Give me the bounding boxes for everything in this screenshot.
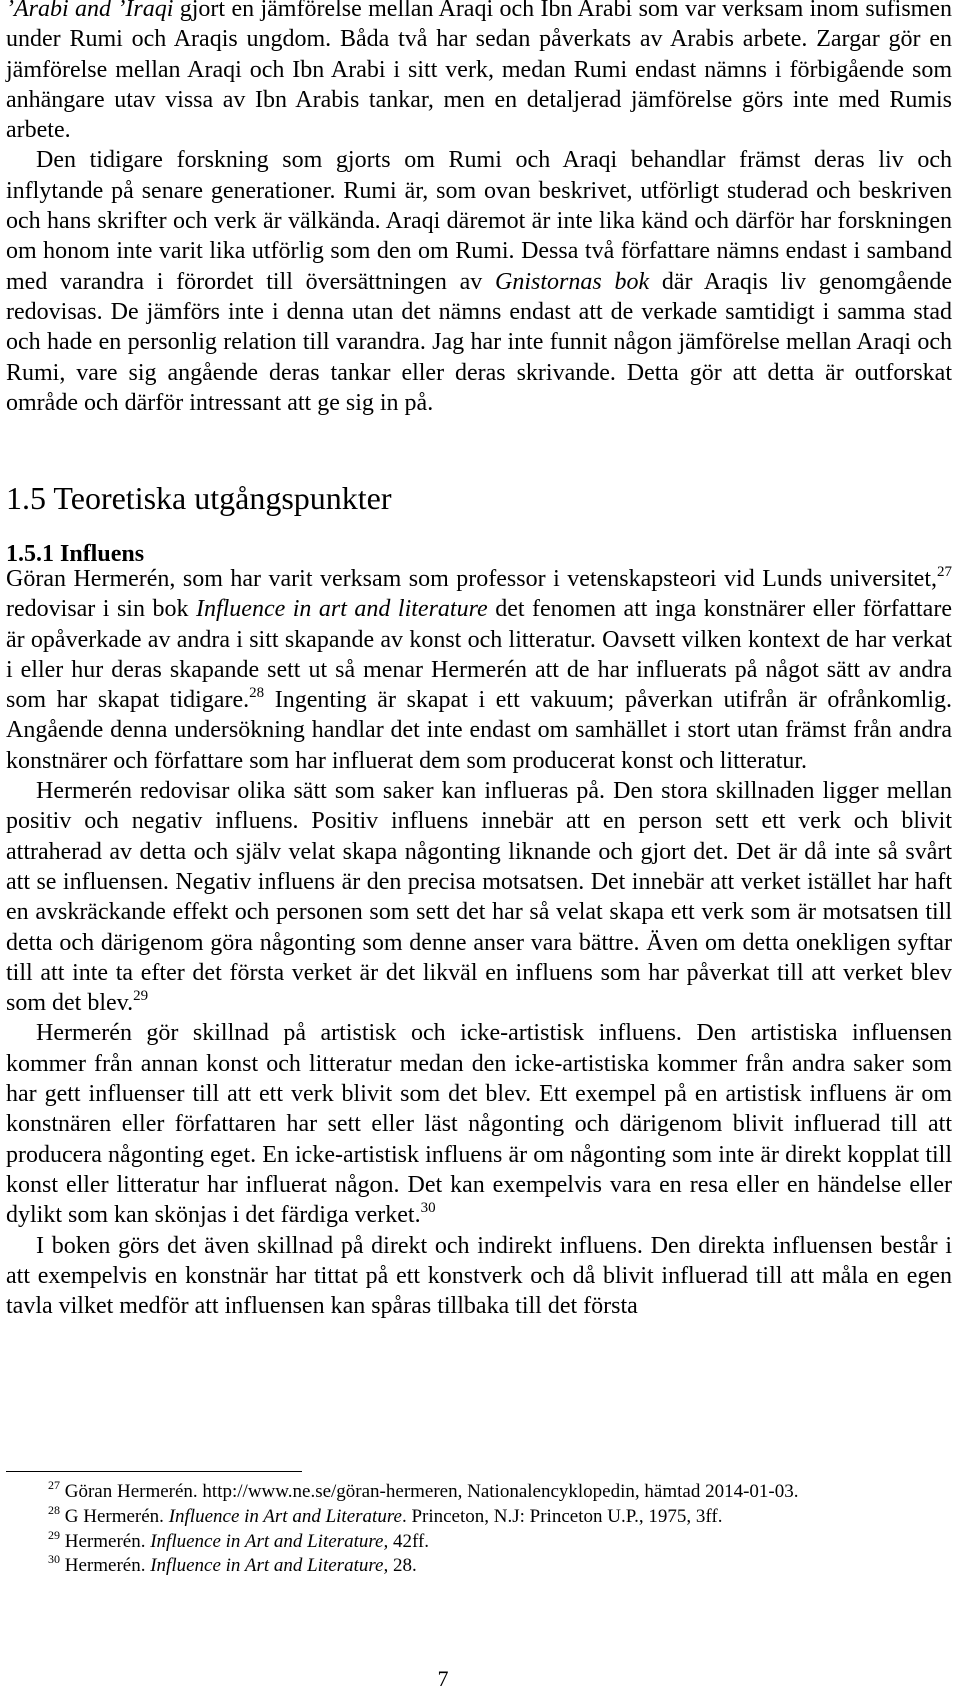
footnote-ref-27[interactable]: 27 (937, 564, 952, 580)
footnote-text: Göran Hermerén. http://www.ne.se/göran-hermeren, Nationalencyklopedin, hämtad 2014-01-03. (60, 1481, 799, 1502)
body-paragraph-4 (6, 1231, 952, 1322)
paragraph-text: Hermerén redovisar olika sätt som saker kan influeras på. Den stora skillnaden ligger mellan positiv och negativ influens. Positiv influens innebär att en person sett ett verk och blivit attraherad av detta och själv velat skapa någonting liknande och gjort det. Det är då inte så svårt att se influensen. Negativ influens är den precisa motsatsen. Det innebär att verket istället har haft en avskräckande effekt och personen som sett det har så velat skapa ett verk som är motsatsen till detta och därigenom göra någonting som denne anser vara bättre. Även om detta onekligen syftar till att inte ta efter det första verket är det likväl en influens som har påverkat till att verket blev som det blev. (6, 778, 952, 1017)
book-title: ’Arabi and ’Iraqi (6, 0, 174, 22)
paragraph-text: I boken görs det även skillnad på direkt och indirekt influens. Den direkta influensen består i att exempelvis en konstnär har tittat på ett konstverk och då blivit influerad till att måla en egen tavla vilket medför att influensen kan spåras tillbaka till det första (6, 1232, 952, 1320)
paragraph-text: det fenomen att inga konstnärer eller författare är opåverkade av andra i sitt skapande av konst och litteratur. Oavsett vilken kontext de har verkat i eller hur deras skapande sett ut så menar Hermerén att de har influerats på något sätt av andra som har skapat tidigare. (6, 596, 952, 714)
footnote-ref-29[interactable]: 29 (133, 988, 149, 1005)
influens-section (6, 564, 952, 1321)
footnote-text: . Princeton, N.J: Princeton U.P., 1975, 3ff. (401, 1505, 723, 1527)
footnote-number: 29 (48, 1527, 60, 1542)
book-title: Influence in Art and Literature (168, 1505, 402, 1527)
footnote-text: 42ff. (388, 1530, 430, 1552)
paragraph-text: gjort en jämförelse mellan Araqi och Ibn Arabi som var verksam inom sufismen under Rumi och Araqis ungdom. Båda två har sedan påverkats av Arabis arbete. Zargar gör en jämförelse mellan Araqi och Ibn Arabi i sitt verk, medan Rumi endast nämns i förbigående som anhängare utav vissa av Ibn Arabis tankar, men en detaljerad jämförelse görs inte med Rumis arbete. (6, 0, 952, 144)
footnote-30 (48, 1554, 928, 1579)
subsection-heading: 1.5.1 Influens (6, 541, 145, 567)
page-number: 7 (437, 1666, 449, 1691)
footnote-separator (6, 1471, 302, 1472)
footnote-ref-28[interactable]: 28 (249, 685, 265, 702)
footnote-text: Hermerén. (60, 1555, 151, 1577)
paragraph-text: Den tidigare forskning som gjorts om Rumi och Araqi behandlar främst deras liv och inflytande på senare generationer. Rumi är, som ovan beskrivet, utförligt studerad och beskriven och hans skrifter och verk är välkända. Araqi däremot är inte lika känd och därför har forskningen om honom inte varit lika utförlig som den om Rumi. Dessa två författare nämns endast i samband med varandra i förordet till översättningen av (6, 147, 952, 295)
paragraph-text: där Araqis liv genomgående redovisas. De jämförs inte i denna utan det nämns endast att de verkade samtidigt i samma stad och hade en personlig relation till varandra. Jag har inte funnit någon jämförelse mellan Araqi och Rumi, vare sig angående deras tankar eller deras skrivande. Detta gör att detta är outforskat område och därför intressant att ge sig in på. (6, 268, 953, 416)
intro-section (6, 0, 952, 418)
footnote-text: Hermerén. (60, 1530, 151, 1552)
footnote-27 (48, 1480, 928, 1505)
paragraph-text: Ingenting är skapat i ett vakuum; påverkan utifrån är ofrånkomlig. Angående denna undersökning handlar det inte endast om samhället i stort utan främst från andra konstnärer och författare som har influerat dem som producerat konst och litteratur. (6, 687, 953, 774)
paragraph-text: redovisar i sin bok (6, 596, 196, 623)
footnote-28 (48, 1502, 928, 1530)
footnote-ref-30[interactable]: 30 (420, 1200, 436, 1217)
book-title: Influence in art and literature (195, 596, 488, 623)
footnote-number: 30 (48, 1552, 60, 1567)
book-title: Influence in Art and Literature, (150, 1555, 389, 1577)
book-title: Influence in Art and Literature, (150, 1530, 389, 1552)
paragraph-text: Hermerén gör skillnad på artistisk och icke-artistisk influens. Den artistiska influensen kommer från annan konst och litteratur medan den icke-artistiska kommer från andra saker som har gett influenser till att ett verk blivit som det blev. Ett exempel på en artistisk influens är om konstnären eller författaren har sett eller läst någonting och därigenom blivit influerad till att producera någonting eget. En icke-artistisk influens är om någonting som inte är direkt kopplat till konst eller litteratur har influerat någon. Det kan exempelvis vara en resa eller en händelse eller dylikt som kan skönjas i det färdiga verket. (6, 1020, 952, 1229)
intro-paragraph-2 (6, 145, 952, 418)
footnote-number: 28 (48, 1502, 60, 1517)
book-title: Gnistornas bok (495, 268, 650, 295)
section-heading: 1.5 Teoretiska utgångspunkter (6, 480, 392, 516)
footnotes (48, 1480, 928, 1579)
body-paragraph-1 (6, 564, 952, 776)
intro-paragraph-1 (6, 0, 952, 145)
footnote-text: G Hermerén. (60, 1505, 169, 1527)
body-paragraph-2 (6, 776, 952, 1018)
paragraph-text: Göran Hermerén, som har varit verksam som professor i vetenskapsteori vid Lunds universitet, (6, 566, 937, 592)
footnote-text: 28. (388, 1555, 417, 1577)
footnote-number: 27 (48, 1478, 60, 1492)
footnote-29 (48, 1527, 928, 1555)
body-paragraph-3 (6, 1018, 952, 1230)
